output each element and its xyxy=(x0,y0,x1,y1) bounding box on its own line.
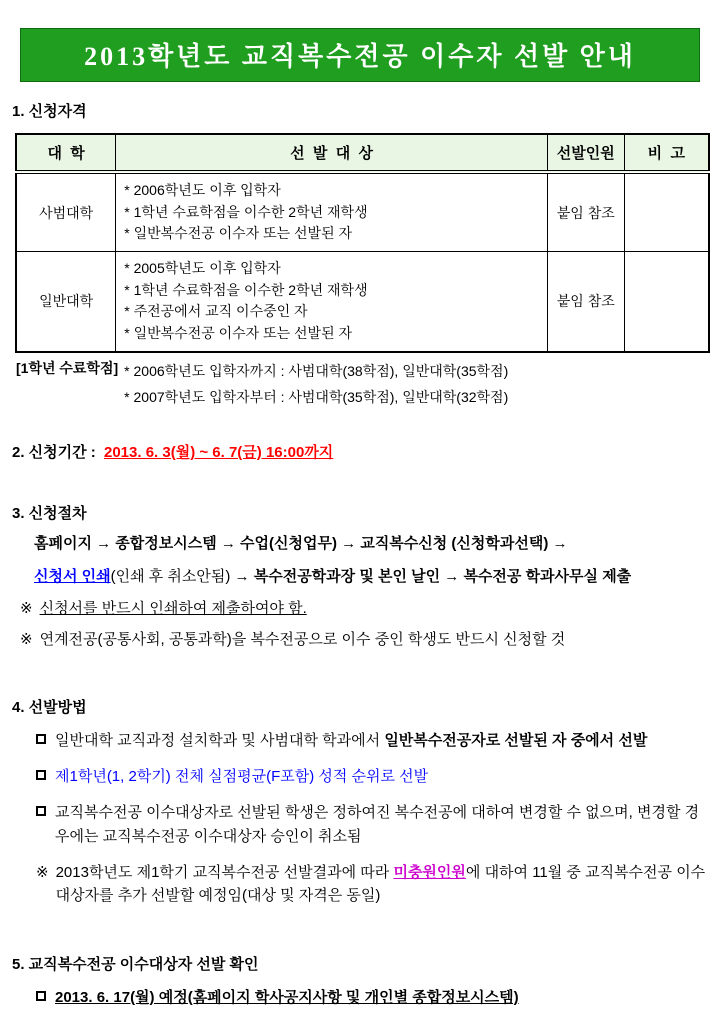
criteria-line: * 주전공에서 교직 이수중인 자 xyxy=(124,303,308,320)
section1-heading: 1. 신청자격 xyxy=(12,103,87,120)
title-banner xyxy=(20,28,700,82)
square-bullet-icon xyxy=(36,991,46,1001)
criteria-line: * 1학년 수료학점을 이수한 2학년 재학생 xyxy=(124,281,368,298)
table-row xyxy=(16,252,709,352)
criteria-line: * 1학년 수료학점을 이수한 2학년 재학생 xyxy=(124,203,368,220)
print-note-paren: (인쇄 후 취소안됨) xyxy=(110,568,231,585)
criteria-line: * 일반복수전공 이수자 또는 선발된 자 xyxy=(124,325,353,342)
procedure-note-1 xyxy=(20,597,710,620)
section-selection-method xyxy=(12,696,710,908)
footnote-line: * 2007학년도 입학자부터 : 사범대학(35학점), 일반대학(32학점) xyxy=(124,389,509,406)
procedure-flow-rest: → 복수전공학과장 및 본인 날인 → 복수전공 학과사무실 제출 xyxy=(230,568,632,585)
section-eligibility xyxy=(12,100,710,411)
cell-college: 일반대학 xyxy=(16,252,116,352)
eligibility-table xyxy=(15,133,710,353)
selection-item-2 xyxy=(36,765,710,789)
reference-mark-icon: ※ xyxy=(36,863,49,881)
section4-heading: 4. 선발방법 xyxy=(12,698,87,716)
confirmation-date-text: 2013. 6. 17(월) 예정(홈페이지 학사공지사항 및 개인별 종합정보시스템) xyxy=(55,989,519,1006)
square-bullet-icon xyxy=(36,770,46,780)
procedure-flow-line2 xyxy=(34,565,710,589)
square-bullet-icon xyxy=(36,806,46,816)
selection-item3-text: 교직복수전공 이수대상자로 선발된 학생은 정하여진 복수전공에 대하여 변경할 수 없으며, 변경할 경우에는 교직복수전공 이수대상자 승인이 취소됨 xyxy=(55,803,700,845)
cell-criteria xyxy=(116,172,548,252)
section2-heading: 2. 신청기간 : xyxy=(12,444,96,461)
unfilled-quota-highlight: 미충원인원 xyxy=(393,863,466,881)
footnote-line: * 2006학년도 입학자까지 : 사범대학(38학점), 일반대학(35학점) xyxy=(124,362,509,379)
print-application-link: 신청서 인쇄 xyxy=(34,568,111,585)
selection-item1-normal: 일반대학 교직과정 설치학과 및 사범대학 학과에서 xyxy=(55,731,385,749)
section3-heading: 3. 신청절차 xyxy=(12,505,87,522)
page-title: 2013학년도 교직복수전공 이수자 선발 안내 xyxy=(84,42,636,71)
criteria-line: * 2006학년도 이후 입학자 xyxy=(124,182,281,198)
col-header-college: 대 학 xyxy=(16,134,116,172)
criteria-line: * 2005학년도 이후 입학자 xyxy=(124,260,281,277)
cell-quota: 붙임 참조 xyxy=(547,252,624,352)
col-header-quota: 선발인원 xyxy=(547,134,624,172)
selection-item2-text: 제1학년(1, 2학기) 전체 실점평균(F포함) 성적 순위로 선발 xyxy=(55,767,429,785)
square-bullet-icon xyxy=(36,734,46,744)
selection-note-pre: 2013학년도 제1학기 교직복수전공 선발결과에 따라 xyxy=(55,863,394,881)
cell-note xyxy=(624,172,709,252)
footnote-lines xyxy=(124,358,508,411)
cell-quota: 붙임 참조 xyxy=(547,172,624,252)
cell-college: 사범대학 xyxy=(16,172,116,252)
footnote-label: [1학년 수료학점] xyxy=(16,359,119,376)
selection-extra-note xyxy=(36,861,710,908)
procedure-note1-text: 신청서를 반드시 인쇄하여 제출하여야 함. xyxy=(39,600,307,617)
selection-item-3 xyxy=(36,801,710,849)
section-procedure xyxy=(12,502,710,652)
procedure-flow-line1: 홈페이지 → 종합정보시스템 → 수업(신청업무) → 교직복수신청 (신청학과선택) → xyxy=(34,535,568,552)
section-application-period xyxy=(12,441,710,462)
col-header-note: 비 고 xyxy=(624,134,709,172)
selection-note-text xyxy=(56,861,710,908)
selection-note-post: 에 대하여 11월 중 교직복수전공 이수대상자를 추가 선발할 예정임(대상 및 자격은 동일) xyxy=(55,863,706,904)
reference-mark-icon: ※ xyxy=(20,600,33,617)
section5-heading: 5. 교직복수전공 이수대상자 선발 확인 xyxy=(12,956,259,973)
table-header-row xyxy=(16,134,709,172)
reference-mark-icon: ※ xyxy=(20,631,33,649)
cell-note xyxy=(624,252,709,352)
credit-footnote xyxy=(16,358,710,411)
confirmation-item xyxy=(36,986,710,1010)
table-row xyxy=(16,172,709,252)
col-header-criteria: 선 발 대 상 xyxy=(116,134,548,172)
application-period-value: 2013. 6. 3(월) ~ 6. 7(금) 16:00까지 xyxy=(103,444,334,461)
selection-item-1 xyxy=(36,729,710,753)
procedure-note-2 xyxy=(20,628,710,651)
cell-criteria xyxy=(116,252,548,352)
selection-item1-bold: 일반복수전공자로 선발된 자 중에서 선발 xyxy=(384,731,648,749)
selection-item1-text xyxy=(55,729,647,753)
procedure-note2-text: 연계전공(공통사회, 공통과학)을 복수전공으로 이수 중인 학생도 반드시 신청할 것 xyxy=(39,631,566,649)
section-result-confirmation xyxy=(12,953,710,1010)
criteria-line: * 일반복수전공 이수자 또는 선발된 자 xyxy=(124,225,353,242)
